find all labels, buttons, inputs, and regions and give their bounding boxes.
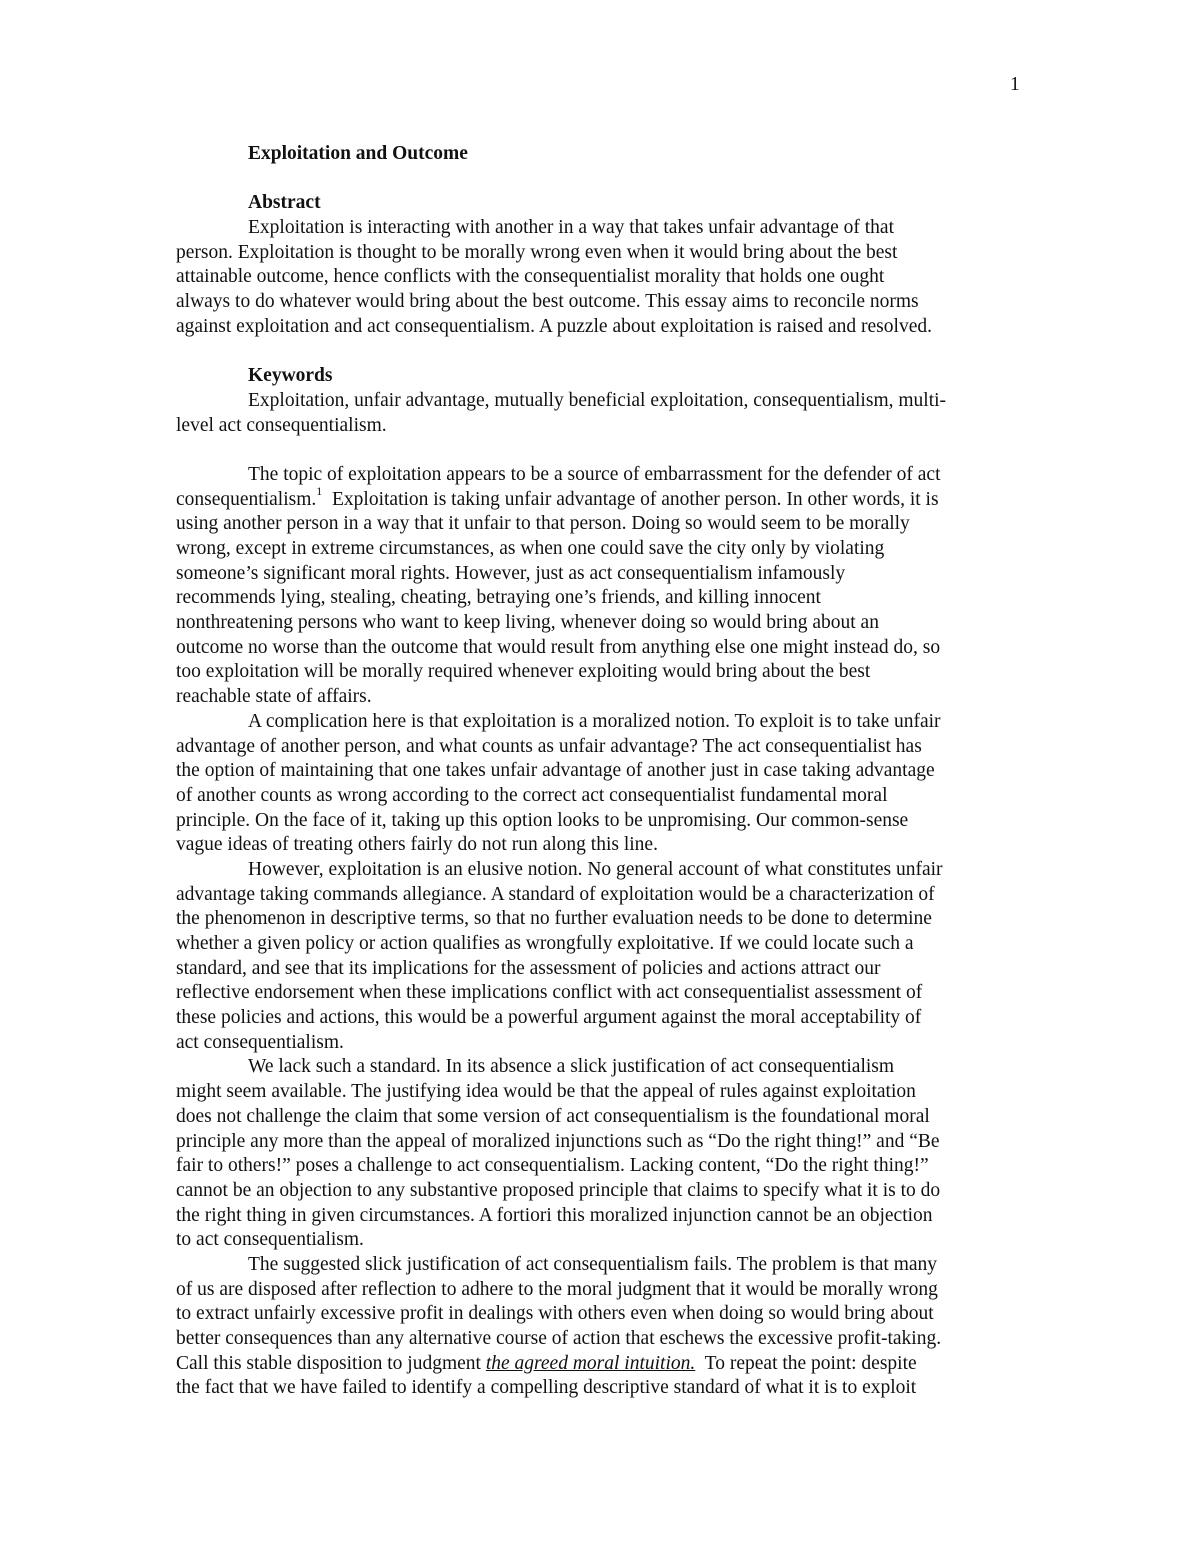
- body-line: of another counts as wrong according to the correct act consequentialist fundamental moral: [176, 784, 888, 806]
- body-line: outcome no worse than the outcome that would result from anything else one might instead do, so: [176, 636, 941, 658]
- body-line: [176, 1352, 1036, 1377]
- document-body: [176, 142, 1036, 1401]
- body-line: to act consequentialism.: [176, 1229, 364, 1251]
- paragraph-4: [176, 1055, 1036, 1253]
- body-line: the fact that we have failed to identify a compelling descriptive standard of what it is to exploit: [176, 1377, 917, 1399]
- body-line: wrong, except in extreme circumstances, as when one could save the city only by violating: [176, 538, 885, 559]
- paragraph-3: [176, 858, 1036, 1056]
- body-line: does not challenge the claim that some version of act consequentialism is the foundational moral: [176, 1105, 930, 1127]
- body-line: nonthreatening persons who want to keep living, whenever doing so would bring about an: [176, 612, 879, 634]
- body-line: using another person in a way that it unfair to that person. Doing so would seem to be morally: [176, 513, 910, 535]
- body-line: The suggested slick justification of act consequentialism fails. The problem is that many: [248, 1253, 938, 1275]
- body-line: of us are disposed after reflection to adhere to the moral judgment that it would be morally wrong: [176, 1278, 938, 1300]
- body-line: principle any more than the appeal of moralized injunctions such as “Do the right thing!” and “Be: [176, 1130, 940, 1152]
- body-line: A complication here is that exploitation is a moralized notion. To exploit is to take unfair: [248, 710, 941, 732]
- body-line: The topic of exploitation appears to be a source of embarrassment for the defender of act: [248, 463, 941, 485]
- body-text: Call this stable disposition to judgment: [176, 1352, 486, 1374]
- body-line: advantage of another person, and what counts as unfair advantage? The act consequentialist has: [176, 735, 922, 757]
- body-line: the phenomenon in descriptive terms, so that no further evaluation needs to be done to determine: [176, 908, 932, 930]
- abstract-line: attainable outcome, hence conflicts with the consequentialist morality that holds one ought: [176, 266, 885, 288]
- body-line: better consequences than any alternative course of action that eschews the excessive profit-taking.: [176, 1328, 942, 1349]
- abstract-line: person. Exploitation is thought to be morally wrong even when it would bring about the best: [176, 241, 898, 263]
- body-line: advantage taking commands allegiance. A standard of exploitation would be a characterization of: [176, 883, 935, 905]
- page-number: 1: [1010, 74, 1020, 95]
- body-line: [176, 484, 1036, 513]
- body-line: reflective endorsement when these implications conflict with act consequentialist assessment of: [176, 982, 923, 1004]
- keywords-heading: Keywords: [248, 365, 333, 387]
- keywords-line: Exploitation, unfair advantage, mutually beneficial exploitation, consequentialism, multi-: [248, 389, 947, 411]
- paragraph-2: [176, 710, 1036, 858]
- abstract-line: Exploitation is interacting with another in a way that takes unfair advantage of that: [248, 217, 895, 239]
- body-line: recommends lying, stealing, cheating, betraying one’s friends, and killing innocent: [176, 587, 821, 609]
- body-line: standard, and see that its implications for the assessment of policies and actions attract our: [176, 957, 881, 979]
- body-line: these policies and actions, this would be a powerful argument against the moral acceptability of: [176, 1007, 922, 1029]
- body-text: To repeat the point: despite: [695, 1352, 917, 1374]
- body-line: act consequentialism.: [176, 1031, 344, 1053]
- paragraph-5: [176, 1253, 1036, 1401]
- body-line: whether a given policy or action qualifies as wrongfully exploitative. If we could locate such a: [176, 933, 914, 954]
- body-line: principle. On the face of it, taking up this option looks to be unpromising. Our common-sense: [176, 809, 909, 831]
- body-line: We lack such a standard. In its absence a slick justification of act consequentialism: [248, 1056, 895, 1078]
- footnote-reference[interactable]: 1: [316, 484, 323, 499]
- body-line: might seem available. The justifying idea would be that the appeal of rules against exploitation: [176, 1081, 916, 1103]
- abstract-section: [176, 191, 1036, 339]
- body-line: the option of maintaining that one takes unfair advantage of another just in case taking advantage: [176, 760, 935, 782]
- body-line: fair to others!” poses a challenge to act consequentialism. Lacking content, “Do the right thing!”: [176, 1155, 929, 1177]
- body-line: reachable state of affairs.: [176, 686, 372, 708]
- defined-term: the agreed moral intuition.: [485, 1352, 696, 1374]
- body-line: the right thing in given circumstances. A fortiori this moralized injunction cannot be an objection: [176, 1204, 933, 1226]
- body-line: too exploitation will be morally required whenever exploiting would bring about the best: [176, 661, 871, 683]
- body-line: However, exploitation is an elusive notion. No general account of what constitutes unfair: [248, 858, 943, 880]
- keywords-line: level act consequentialism.: [176, 414, 387, 436]
- body-text: Exploitation is taking unfair advantage of another person. In other words, it is: [322, 488, 939, 510]
- abstract-heading: Abstract: [248, 192, 321, 214]
- paragraph-1: [176, 463, 1036, 710]
- keywords-section: [176, 364, 1036, 438]
- body-line: someone’s significant moral rights. However, just as act consequentialism infamously: [176, 562, 846, 584]
- abstract-line: always to do whatever would bring about the best outcome. This essay aims to reconcile norms: [176, 291, 919, 313]
- body-line: cannot be an objection to any substantive proposed principle that claims to specify what it is to do: [176, 1179, 941, 1201]
- abstract-line: against exploitation and act consequentialism. A puzzle about exploitation is raised and resolved.: [176, 315, 932, 337]
- body-line: to extract unfairly excessive profit in dealings with others even when doing so would bring about: [176, 1303, 934, 1325]
- body-line: vague ideas of treating others fairly do not run along this line.: [176, 834, 658, 856]
- body-text: consequentialism.: [176, 488, 317, 510]
- paper-title: Exploitation and Outcome: [248, 143, 468, 164]
